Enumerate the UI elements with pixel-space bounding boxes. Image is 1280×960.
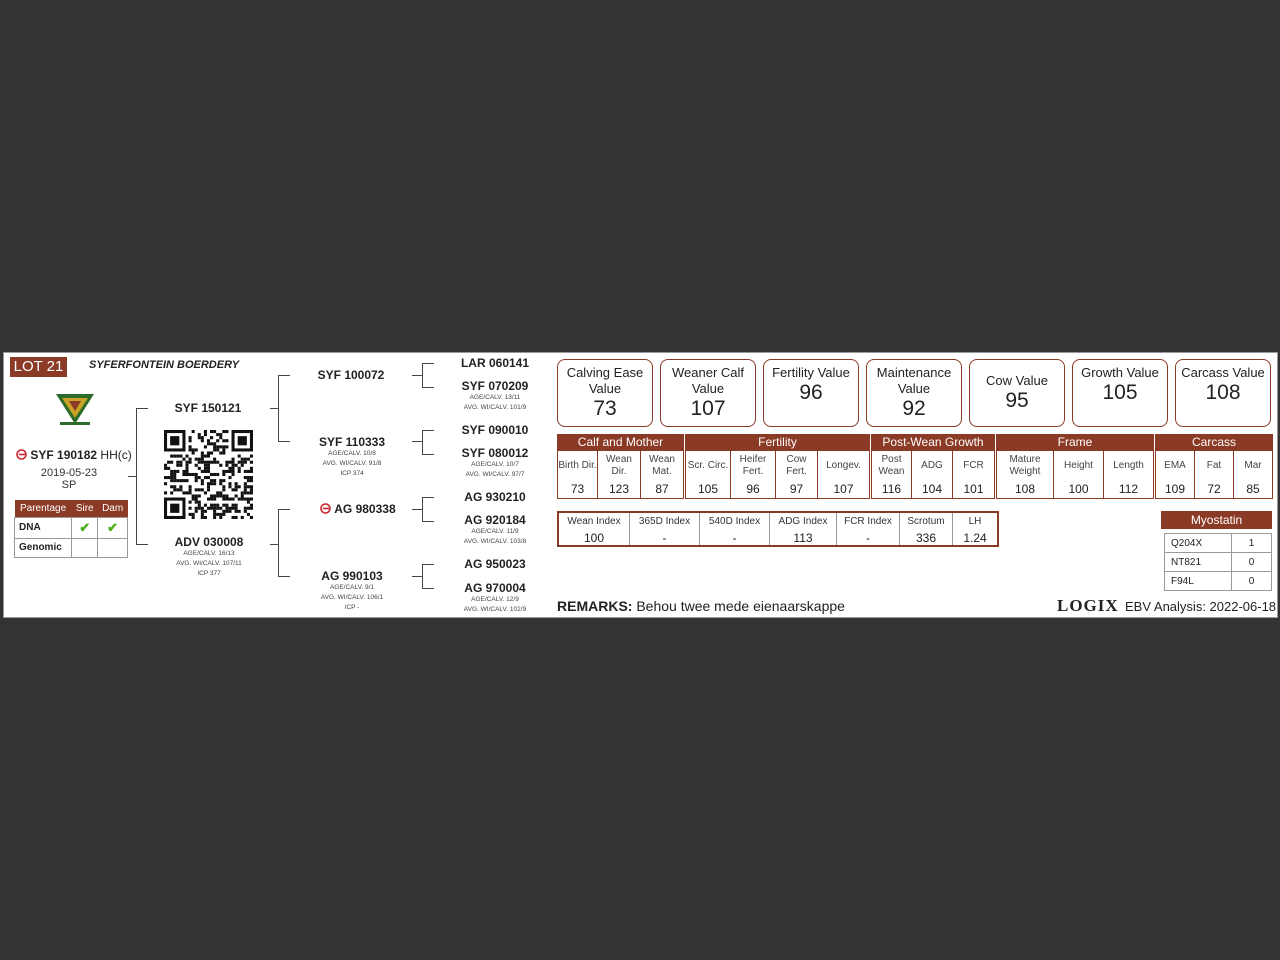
lot-badge: LOT 21 [10, 357, 67, 377]
index-cell [630, 513, 700, 545]
ebv-cell [641, 451, 683, 499]
parentage-header: Parentage [15, 500, 72, 517]
carcass-value-box [1175, 359, 1271, 427]
myostatin-row [1165, 553, 1272, 572]
index-cell [900, 513, 953, 545]
sire-dam-block [304, 435, 400, 479]
index-label: Scrotum [907, 516, 945, 527]
dam-icp: ICP 377 [197, 570, 221, 577]
ebv-cell [731, 451, 776, 499]
sire-dam-avg: AVG. WI/CALV. 91/8 [322, 460, 382, 467]
connector-line [422, 588, 434, 589]
myostatin-table [1164, 533, 1272, 591]
dam-avg: AVG. WI/CALV. 107/11 [176, 560, 242, 567]
ebv-cell [997, 451, 1054, 499]
ebv-label: EMA [1164, 460, 1186, 471]
connector-line [422, 497, 434, 498]
group-cells [871, 451, 995, 499]
ddd-avg: AVG. WI/CALV. 102/9 [463, 606, 527, 613]
sire-dam-id[interactable]: SYF 110333 [318, 435, 386, 449]
ebv-cell [1195, 451, 1234, 499]
animal-dob: 2019-05-23 [40, 467, 98, 479]
sdd-avg: AVG. WI/CALV. 97/7 [465, 471, 525, 478]
connector-line [136, 408, 137, 544]
lot-card [3, 352, 1278, 618]
ebv-label: Wean Mat. [649, 454, 675, 477]
myostatin-value: 1 [1232, 534, 1272, 553]
genomic-dam [98, 538, 128, 557]
ddd-id[interactable]: AG 970004 [464, 581, 526, 595]
index-value: 100 [583, 531, 605, 545]
dds-id[interactable]: AG 950023 [464, 557, 526, 571]
animal-code: SP [61, 479, 77, 491]
ebv-cell [558, 451, 598, 499]
sdd-age: AGE/CALV. 10/7 [471, 461, 519, 468]
parentage-table [14, 500, 128, 558]
group-cells [685, 451, 870, 499]
ebv-value: 109 [1164, 482, 1186, 496]
ebv-label: ADG [921, 460, 943, 471]
ebv-label: Mature Weight [1009, 454, 1041, 477]
connector-line [422, 430, 434, 431]
dam-dam-id[interactable]: AG 990103 [321, 569, 383, 583]
fertility-value-box [763, 359, 859, 427]
dam-sire-id[interactable]: AG 980338 [334, 502, 396, 516]
group-fertility [685, 434, 870, 499]
ebv-value: 105 [697, 482, 719, 496]
ebv-analysis-date: EBV Analysis: 2022-06-18 [1125, 599, 1277, 614]
ebv-cell [598, 451, 641, 499]
connector-line [412, 375, 422, 376]
group-header: Fertility [685, 434, 870, 451]
myostatin-row [1165, 534, 1272, 553]
dsd-id[interactable]: AG 920184 [464, 513, 526, 527]
ebv-label: Length [1113, 460, 1144, 471]
connector-line [136, 408, 148, 409]
ebv-label: Longev. [826, 460, 861, 471]
ebv-cell [872, 451, 912, 499]
myostatin-header: Myostatin [1161, 511, 1272, 529]
group-cells [996, 451, 1154, 499]
group-header: Calf and Mother [557, 434, 684, 451]
group-frame [996, 434, 1154, 499]
group-header: Frame [996, 434, 1154, 451]
ebv-value: 85 [1246, 482, 1260, 496]
ebv-label: Mar [1244, 460, 1262, 471]
dna-label: DNA [15, 517, 72, 538]
ebv-label: Height [1064, 460, 1093, 471]
ssd-id[interactable]: SYF 070209 [461, 379, 529, 393]
dam-header: Dam [98, 500, 128, 517]
remarks [557, 598, 845, 614]
ebv-value: 72 [1207, 482, 1221, 496]
ebv-cell [1104, 451, 1153, 499]
ebv-value: 101 [963, 482, 984, 496]
ebv-cell [953, 451, 994, 499]
connector-line [136, 544, 148, 545]
value-label: Growth Value [1081, 365, 1159, 380]
myostatin-row [1165, 572, 1272, 591]
sire-sire-id[interactable]: SYF 100072 [317, 368, 385, 382]
index-label: ADG Index [778, 516, 828, 527]
connector-line [412, 576, 422, 577]
dam-block [154, 535, 264, 579]
genomic-icon [16, 449, 27, 460]
animal-id [16, 448, 132, 462]
ebv-cell [1054, 451, 1104, 499]
value-label: Cow Value [986, 373, 1048, 388]
cow-value-box [969, 359, 1065, 427]
value-number: 105 [1102, 381, 1138, 404]
index-cell [953, 513, 997, 545]
animal-suffix: HH(c) [100, 448, 132, 462]
animal-dob-block [39, 467, 99, 491]
ddd-block [450, 581, 540, 615]
value-label: Maintenance Value [876, 365, 952, 396]
value-number: 107 [690, 397, 726, 420]
connector-line [422, 363, 434, 364]
dam-dam-age: AGE/CALV. 9/1 [329, 584, 375, 591]
value-number: 96 [799, 381, 823, 404]
ebv-cell [1156, 451, 1195, 499]
index-table [557, 511, 999, 547]
sire-id[interactable]: SYF 150121 [174, 401, 242, 415]
sds-id[interactable]: SYF 090010 [461, 423, 529, 437]
connector-line [412, 441, 422, 442]
dam-dam-avg: AVG. WI/CALV. 106/1 [320, 594, 384, 601]
index-label: Wean Index [567, 516, 621, 527]
dam-id[interactable]: ADV 030008 [174, 535, 244, 549]
value-label: Fertility Value [772, 365, 850, 380]
myostatin-name: NT821 [1165, 553, 1232, 572]
sdd-id[interactable]: SYF 080012 [461, 446, 529, 460]
ebv-value: 97 [789, 482, 804, 496]
sdd-block [450, 446, 540, 480]
farm-logo-icon [52, 390, 98, 428]
connector-line [278, 509, 279, 576]
connector-line [422, 564, 423, 588]
dsd-age: AGE/CALV. 11/9 [471, 528, 519, 535]
connector-line [270, 408, 278, 409]
genomic-label: Genomic [15, 538, 72, 557]
connector-line [278, 375, 279, 441]
dam-dam-icp: ICP - [344, 604, 360, 611]
index-label: 365D Index [638, 516, 691, 527]
connector-line [422, 497, 423, 521]
index-label: LH [968, 516, 982, 527]
ebv-value: 100 [1068, 482, 1089, 496]
sss-id[interactable]: LAR 060141 [460, 356, 530, 370]
value-label: Calving Ease Value [566, 365, 644, 396]
ebv-value: 112 [1118, 482, 1139, 496]
sire-header: Sire [72, 500, 98, 517]
myostatin-name: F94L [1165, 572, 1232, 591]
index-label: FCR Index [844, 516, 892, 527]
myostatin-name: Q204X [1165, 534, 1232, 553]
index-value: 1.24 [963, 531, 987, 545]
ddd-age: AGE/CALV. 12/9 [471, 596, 519, 603]
index-cell [559, 513, 630, 545]
connector-line [278, 509, 290, 510]
dsd-avg: AVG. WI/CALV. 103/8 [463, 538, 527, 545]
index-value: - [732, 531, 737, 545]
ebv-label: FCR [963, 460, 984, 471]
index-value: 336 [915, 531, 937, 545]
connector-line [422, 363, 423, 387]
connector-line [412, 509, 422, 510]
connector-line [422, 387, 434, 388]
ebv-cell [686, 451, 731, 499]
remarks-text: Behou twee mede eienaarskappe [636, 598, 845, 614]
myostatin-value: 0 [1232, 572, 1272, 591]
ebv-value: 104 [921, 482, 943, 496]
index-label: 540D Index [708, 516, 761, 527]
ssd-block [450, 379, 540, 413]
value-number: 95 [1005, 389, 1029, 412]
maintenance-value-box [866, 359, 962, 427]
sire-dam-icp: ICP 374 [340, 470, 364, 477]
index-value: - [866, 531, 870, 545]
remarks-label: REMARKS: [557, 598, 633, 614]
ebv-label: Cow Fert. [786, 454, 807, 477]
genomic-icon [320, 503, 331, 514]
dss-id[interactable]: AG 930210 [464, 490, 526, 504]
connector-line [270, 544, 278, 545]
dam-sire-block [310, 502, 406, 516]
index-value: - [662, 531, 667, 545]
group-header: Post-Wean Growth [871, 434, 995, 451]
dsd-block [450, 513, 540, 547]
group-header: Carcass [1155, 434, 1273, 451]
group-post-wean-growth [871, 434, 995, 499]
ebv-label: Heifer Fert. [739, 454, 767, 477]
group-cells [557, 451, 684, 499]
index-cell [700, 513, 770, 545]
value-label: Carcass Value [1181, 365, 1265, 380]
farm-name: SYFERFONTEIN BOERDERY [89, 359, 240, 371]
connector-line [422, 454, 434, 455]
ebv-label: Birth Dir. [558, 460, 597, 471]
ebv-value: 123 [608, 482, 630, 496]
connector-line [422, 521, 434, 522]
ebv-label: Fat [1206, 460, 1222, 471]
index-cell [770, 513, 837, 545]
qr-code-icon[interactable] [164, 430, 253, 519]
ebv-value: 107 [833, 482, 854, 496]
value-number: 73 [593, 397, 617, 420]
ebv-value: 73 [570, 482, 585, 496]
group-carcass [1155, 434, 1273, 499]
connector-line [422, 564, 434, 565]
ebv-value: 108 [1014, 482, 1036, 496]
value-number: 108 [1205, 381, 1241, 404]
ebv-value: 87 [655, 482, 669, 496]
index-cell [837, 513, 900, 545]
connector-line [278, 375, 290, 376]
group-calf-and-mother [557, 434, 684, 499]
ebv-cell [818, 451, 869, 499]
ebv-label: Wean Dir. [606, 454, 632, 477]
myostatin-value: 0 [1232, 553, 1272, 572]
dna-dam-check-icon: ✔ [98, 517, 128, 538]
calving-ease-value-box [557, 359, 653, 427]
ebv-label: Scr. Circ. [687, 460, 729, 471]
growth-value-box [1072, 359, 1168, 427]
index-value: 113 [793, 531, 813, 545]
genomic-sire [72, 538, 98, 557]
ebv-cell [912, 451, 953, 499]
ebv-value: 96 [746, 482, 760, 496]
ssd-avg: AVG. WI/CALV. 101/9 [463, 404, 527, 411]
logix-logo: LOGIX [1057, 596, 1119, 615]
ssd-age: AGE/CALV. 13/11 [469, 394, 521, 401]
value-number: 92 [902, 397, 926, 420]
connector-line [128, 476, 136, 477]
value-label: Weaner Calf Value [671, 365, 744, 396]
group-cells [1155, 451, 1273, 499]
sire-dam-age: AGE/CALV. 10/8 [328, 450, 376, 457]
ebv-value: 116 [881, 482, 902, 496]
ebv-cell [776, 451, 818, 499]
dam-age: AGE/CALV. 16/13 [183, 550, 235, 557]
connector-line [278, 441, 290, 442]
ebv-cell [1234, 451, 1272, 499]
animal-number: SYF 190182 [30, 448, 98, 462]
weaner-calf-value-box [660, 359, 756, 427]
ebv-label: Post Wean [878, 454, 905, 477]
dam-dam-block [304, 569, 400, 613]
connector-line [422, 430, 423, 454]
connector-line [278, 576, 290, 577]
dna-sire-check-icon: ✔ [72, 517, 98, 538]
